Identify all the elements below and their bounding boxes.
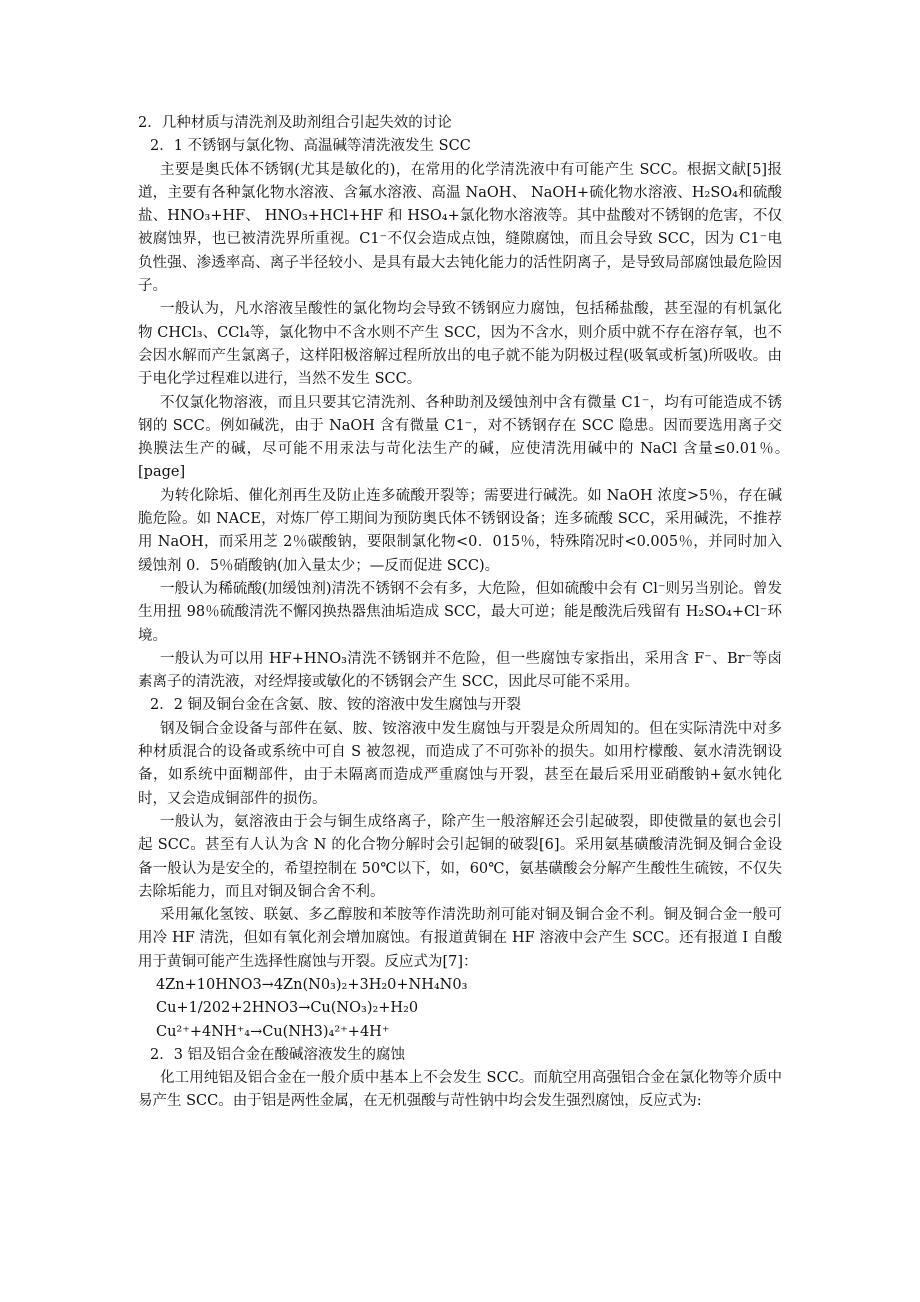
- section-heading-2-1: 2．1 不锈钢与氯化物、高温碱等清洗液发生 SCC: [150, 138, 471, 155]
- paragraph: 化工用纯铝及铝合金在一般介质中基本上不会发生 SCC。而航空用高强铝合金在氯化物等介质中易产生 SCC。由于铝是两性金属，在无机强酸与苛性钠中均会发生强烈腐蚀，反应式为:: [138, 1070, 782, 1110]
- reaction-equation: 4Zn+10HNO3→4Zn(N0₃)₂+3H₂0+NH₄N0₃: [156, 976, 468, 993]
- paragraph: 钢及铜合金设备与部件在氨、胺、铵溶液中发生腐蚀与开裂是众所周知的。但在实际清洗中对多种材质混合的设备或系统中可自 S 被忽视，而造成了不可弥补的损失。如用柠檬酸、氨水清洗钢设备，如系统中面糊部件，由于未隔离而造成严重腐蚀与开裂，甚至在最后采用亚硝酸钠+氨水钝化时，又会造成铜部件的损伤。: [138, 720, 782, 807]
- reaction-equation: Cu²⁺+4NH⁺₄→Cu(NH3)₄²⁺+4H⁺: [156, 1023, 390, 1040]
- section-heading-2-3: 2．3 铝及铝合金在酸碱溶液发生的腐蚀: [150, 1046, 406, 1063]
- paragraph: 主要是奥氏体不锈钢(尤其是敏化的)，在常用的化学清洗液中有可能产生 SCC。根据文献[5]报道，主要有各种氯化物水溶液、含氟水溶液、高温 NaOH、 NaOH+硫化物水溶液、H₂SO₄和硫酸盐、HNO₃+HF、 HNO₃+HCl+HF 和 HSO₄+氯化物水溶液等。其中盐酸对不锈钢的危害，不仅被腐蚀界，也已被清洗界所重视。C1⁻不仅会造成点蚀，缝隙腐蚀，而且会导致 SCC，因为 C1⁻电负性强、渗透率高、离子半径较小、是具有最大去钝化能力的活性阴离子，是导致局部腐蚀最危险因子。: [138, 161, 782, 295]
- paragraph: 为转化除垢、催化剂再生及防止连多硫酸开裂等；需要进行碱洗。如 NaOH 浓度>5％，存在碱脆危险。如 NACE，对炼厂停工期间为预防奥氏体不锈钢设备；连多硫酸 SCC，采用碱洗，不推荐用 NaOH，而采用芝 2％碳酸钠，要限制氯化物<0．015％，特殊隋况时<0.005％，并同时加入缓蚀剂 0．5％硝酸钠(加入量太少；—反而促进 SCC)。: [138, 487, 782, 574]
- section-heading-2: 2．几种材质与清洗剂及助剂组合引起失效的讨论: [138, 115, 452, 131]
- paragraph: 一般认为可以用 HF+HNO₃清洗不锈钢并不危险，但一些腐蚀专家指出，采用含 F⁻、Br⁻等卤素离子的清洗液，对经焊接或敏化的不锈钢会产生 SCC，因此尽可能不采用。: [138, 650, 782, 691]
- paragraph: 不仅氯化物溶液，而且只要其它清洗剂、各种助剂及缓蚀剂中含有微量 C1⁻，均有可能造成不锈钢的 SCC。例如碱洗，由于 NaOH 含有微量 C1⁻，对不锈钢存在 SCC 隐患。因而要选用离子交换膜法生产的碱，尽可能不用汞法与苛化法生产的碱，应使清洗用碱中的 NaCl 含量≤0.01％。 [page]: [138, 394, 797, 481]
- paragraph: 一般认为，凡水溶液呈酸性的氯化物均会导致不锈钢应力腐蚀，包括稀盐酸，甚至湿的有机氯化物 CHCl₃、CCl₄等，氯化物中不含水则不产生 SCC，因为不含水，则介质中就不存在溶存氧，也不会因水解而产生氯离子，这样阳极溶解过程所放出的电子就不能为阴极过程(吸氧或析氢)所吸收。由于电化学过程难以进行，当然不发生 SCC。: [138, 301, 782, 388]
- paragraph: 一般认为，氨溶液由于会与铜生成络离子，除产生一般溶解还会引起破裂，即使微量的氨也会引起 SCC。甚至有人认为含 N 的化合物分解时会引起铜的破裂[6]。采用氨基磺酸清洗铜及铜合金设备一般认为是安全的，希望控制在 50℃以下，如，60℃，氨基磺酸会分解产生酸性生硫铵，不仅失去除垢能力，而且对铜及铜合舍不利。: [138, 813, 782, 900]
- paragraph: 一般认为稀硫酸(加缓蚀剂)清洗不锈钢不会有多，大危险，但如硫酸中会有 Cl⁻则另当别论。曾发生用扭 98％硫酸清洗不懈冈换热器焦油垢造成 SCC，最大可逆；能是酸洗后残留有 H₂SO₄+Cl⁻环境。: [138, 580, 782, 644]
- section-heading-2-2: 2．2 铜及铜台金在含氨、胺、铵的溶液中发生腐蚀与开裂: [150, 697, 522, 714]
- paragraph: 采用氟化氢铵、联氨、多乙醇胺和苯胺等作清洗助剂可能对铜及铜合金不利。铜及铜合金一般可用冷 HF 清洗，但如有氧化剂会增加腐蚀。有报道黄铜在 HF 溶液中会产生 SCC。还有报道 I 自酸用于黄铜可能产生选择性腐蚀与开裂。反应式为[7]：: [138, 907, 782, 970]
- reaction-equation: Cu+1/202+2HNO3→Cu(NO₃)₂+H₂0: [156, 1000, 419, 1017]
- document-body: [138, 112, 797, 1114]
